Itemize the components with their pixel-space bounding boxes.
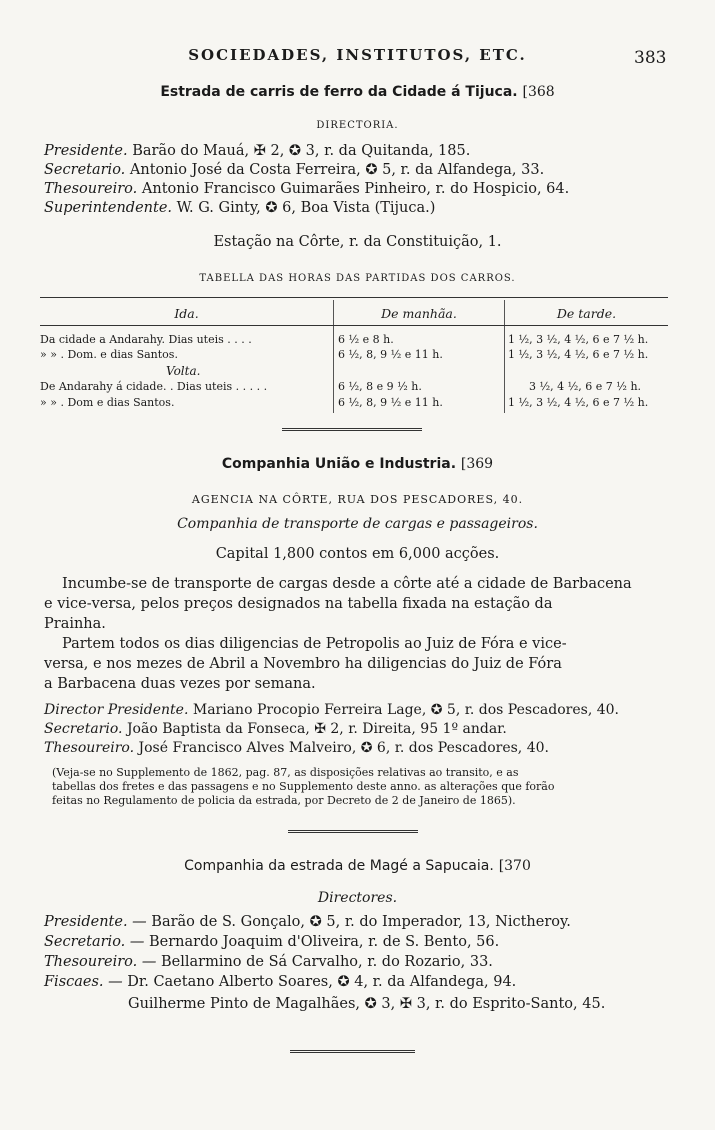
table-cell-morning: 6 ½, 8 e 9 ½ h. [338, 380, 422, 393]
section-number: [370 [498, 858, 531, 874]
section-368-subtitle: DIRECTORIA. [316, 120, 399, 131]
table-cell-afternoon: 1 ½, 3 ½, 4 ½, 6 e 7 ½ h. [508, 348, 649, 361]
officer-role: Thesoureiro. — [44, 954, 157, 970]
officer-role: Superintendente. [44, 200, 173, 216]
officer-line [44, 740, 549, 756]
table-cell-route: » » . Dom. e dias Santos. [40, 348, 178, 361]
officer-line [44, 914, 571, 930]
officer-details: Dr. Caetano Alberto Soares, ✪ 4, r. da Alfandega, 94. [127, 974, 517, 990]
note-line: (Veja-se no Supplemento de 1862, pag. 87, as disposições relativas ao transito, e as [52, 766, 519, 779]
table-header-rule [40, 325, 668, 326]
officer-line [44, 200, 435, 216]
paragraph-line: Prainha. [44, 616, 106, 632]
section-title-text: Companhia da estrada de Magé a Sapucaia. [184, 858, 494, 874]
company-description: Companhia de transporte de cargas e passageiros. [177, 516, 538, 532]
running-title: SOCIEDADES, INSTITUTOS, ETC. [188, 46, 527, 64]
section-368-title [0, 84, 715, 100]
page-number: 383 [634, 48, 667, 68]
section-370-title [0, 858, 715, 874]
capital-line: Capital 1,800 contos em 6,000 acções. [215, 546, 500, 562]
section-number: [368 [522, 84, 555, 100]
section-title-text: Estrada de carris de ferro da Cidade á Tijuca. [160, 84, 518, 100]
section-369-title [0, 456, 715, 472]
officer-role: Director Presidente. [44, 702, 189, 718]
paragraph-line: Partem todos os dias diligencias de Petropolis ao Juiz de Fóra e vice- [62, 636, 567, 652]
officer-details: João Baptista da Fonseca, ✠ 2, r. Direita, 95 1º andar. [126, 721, 507, 737]
officer-line [44, 702, 619, 718]
officer-role: Secretario. [44, 721, 123, 737]
officer-role: Presidente. — [44, 914, 147, 930]
officer-details: Bernardo Joaquim d'Oliveira, r. de S. Bento, 56. [149, 934, 500, 950]
paragraph-line: a Barbacena duas vezes por semana. [44, 676, 316, 692]
paragraph-line: Incumbe-se de transporte de cargas desde a côrte até a cidade de Barbacena [62, 576, 632, 592]
timetable-title: TABELLA DAS HORAS DAS PARTIDAS DOS CARROS. [199, 273, 516, 284]
table-header-manha: De manhãa. [381, 306, 457, 321]
officer-line [44, 934, 499, 950]
table-cell-afternoon: 1 ½, 3 ½, 4 ½, 6 e 7 ½ h. [508, 333, 649, 346]
table-cell-route: » » . Dom e dias Santos. [40, 396, 175, 409]
officer-details: Mariano Procopio Ferreira Lage, ✪ 5, r. dos Pescadores, 40. [192, 702, 619, 718]
note-line: feitas no Regulamento de policia da estrada, por Decreto de 2 de Janeiro de 1865). [52, 794, 516, 807]
table-cell-morning: 6 ½ e 8 h. [338, 333, 394, 346]
officer-details: Barão de S. Gonçalo, ✪ 5, r. do Imperador, 13, Nictheroy. [151, 914, 571, 930]
station-line: Estação na Côrte, r. da Constituição, 1. [213, 234, 502, 250]
agency-line: AGENCIA NA CÔRTE, RUA DOS PESCADORES, 40. [191, 493, 524, 506]
table-cell-route: Da cidade a Andarahy. Dias uteis . . . . [40, 333, 252, 346]
section-divider [288, 830, 418, 833]
officer-details: Antonio José da Costa Ferreira, ✪ 5, r. da Alfandega, 33. [129, 162, 545, 178]
officer-details: Barão do Mauá, ✠ 2, ✪ 3, r. da Quitanda, 185. [132, 143, 471, 159]
section-divider [290, 1050, 415, 1053]
table-cell-afternoon: 3 ½, 4 ½, 6 e 7 ½ h. [529, 380, 642, 393]
officer-line [44, 954, 493, 970]
table-cell-morning: 6 ½, 8, 9 ½ e 11 h. [338, 396, 443, 409]
officer-details: José Francisco Alves Malveiro, ✪ 6, r. dos Pescadores, 40. [138, 740, 549, 756]
table-header-ida: Ida. [174, 306, 199, 321]
officer-role: Secretario. — [44, 934, 145, 950]
table-cell-afternoon: 1 ½, 3 ½, 4 ½, 6 e 7 ½ h. [508, 396, 649, 409]
officer-line-continued: Guilherme Pinto de Magalhães, ✪ 3, ✠ 3, r. do Esprito-Santo, 45. [128, 996, 606, 1012]
officer-line [44, 974, 516, 990]
table-header-tarde: De tarde. [556, 306, 617, 321]
paragraph-line: e vice-versa, pelos preços designados na tabella fixada na estação da [44, 596, 553, 612]
officer-line [44, 162, 544, 178]
officer-role: Thesoureiro. [44, 181, 138, 197]
section-number: [369 [460, 456, 494, 472]
table-subheader-volta: Volta. [166, 364, 201, 378]
officer-details: Antonio Francisco Guimarães Pinheiro, r. do Hospicio, 64. [141, 181, 570, 197]
table-cell-morning: 6 ½, 8, 9 ½ e 11 h. [338, 348, 443, 361]
officer-role: Thesoureiro. [44, 740, 135, 756]
officer-role: Fiscaes. — [44, 974, 123, 990]
note-line: tabellas dos fretes e das passagens e no Supplemento deste anno. as alterações que forão [52, 780, 555, 793]
paragraph-line: versa, e nos mezes de Abril a Novembro ha diligencias do Juiz de Fóra [44, 656, 562, 672]
officer-line [44, 721, 507, 737]
officer-role: Secretario. [44, 162, 126, 178]
officer-details: W. G. Ginty, ✪ 6, Boa Vista (Tijuca.) [176, 200, 436, 216]
section-title-text: Companhia União e Industria. [221, 456, 457, 472]
officer-role: Presidente. [44, 143, 128, 159]
table-cell-route: De Andarahy á cidade. . Dias uteis . . . . . [40, 380, 268, 393]
officer-line [44, 181, 569, 197]
officer-details: Bellarmino de Sá Carvalho, r. do Rozario, 33. [160, 954, 493, 970]
section-divider [282, 428, 422, 431]
directors-heading: Directores. [317, 890, 398, 906]
officer-line [44, 143, 470, 159]
table-top-rule [40, 297, 668, 298]
